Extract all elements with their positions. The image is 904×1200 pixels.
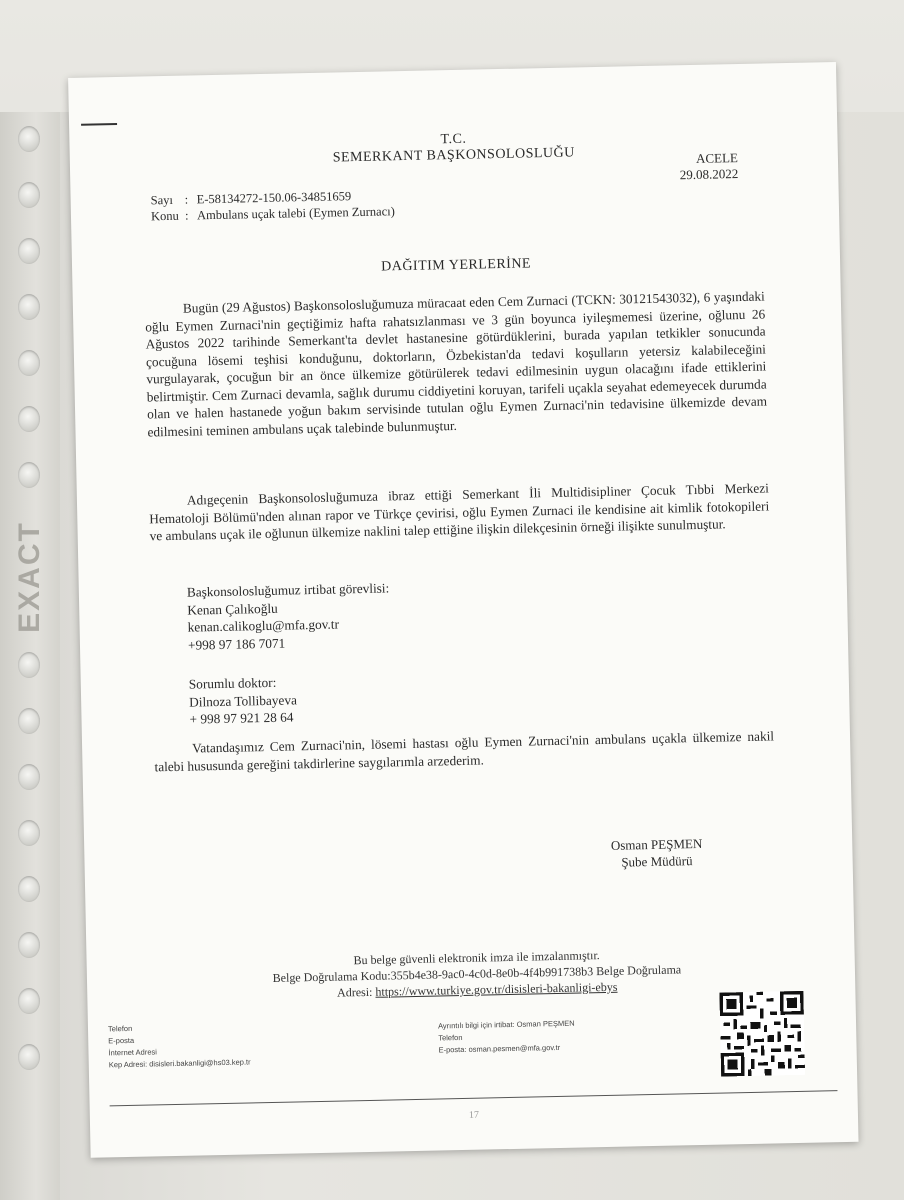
footer-mid-line: E-posta: osman.pesmen@mfa.gov.tr xyxy=(438,1042,561,1055)
binder-hole xyxy=(18,1044,40,1070)
signatory-name: Osman PEŞMEN xyxy=(610,835,703,853)
binder-strip xyxy=(0,112,60,1200)
qr-code-icon xyxy=(719,991,805,1077)
contact-doctor-label: Sorumlu doktor: xyxy=(188,674,277,692)
binder-hole xyxy=(18,764,40,790)
footer-left-line: Telefon xyxy=(107,1023,133,1034)
meta-key-sayi: Sayı xyxy=(150,192,174,208)
document-meta xyxy=(150,187,407,224)
paragraph-2: Adıgeçenin Başkonsolosluğumuza ibraz ettiği Semerkant İli Multidisipliner Çocuk Tıbbi Merkezi Hematoloji Bölümü'nden alınan rapor ve Türkçe çevirisi, oğlu Eymen Zurnaci ile kendisine ait kimlik fotokopileri ve ambulans uçak ile oğlunun ülkemize naklini talep ettiğine ilişkin dilekçesinin örneği ilişikte sunulmuştur. xyxy=(149,480,770,544)
binder-hole xyxy=(18,820,40,846)
urgency-block xyxy=(679,150,738,183)
meta-colon: : xyxy=(184,192,189,207)
footer-mid-line: Telefon xyxy=(438,1032,463,1043)
esign-line-1: Bu belge güvenli elektronik imza ile imzalanmıştır. xyxy=(353,948,600,968)
binder-hole xyxy=(18,238,40,264)
binder-hole xyxy=(18,350,40,376)
binder-hole xyxy=(18,932,40,958)
binder-hole xyxy=(18,988,40,1014)
footer-contact-mid xyxy=(438,1018,575,1057)
header-mark xyxy=(81,123,117,126)
binder-hole xyxy=(18,876,40,902)
meta-colon: : xyxy=(184,208,189,223)
sleeve-brand-logo: EXACT xyxy=(12,521,46,633)
contact-doctor-name: Dilnoza Tollibayeva xyxy=(189,691,298,710)
footer-left-line: E-posta xyxy=(108,1035,135,1046)
contact-doctor xyxy=(189,673,298,728)
esign-line-2: Belge Doğrulama Kodu:355b4e38-9ac0-4c0d-8e0b-4f4b991738b3 Belge Doğrulama xyxy=(272,962,682,985)
header-tc: T.C. xyxy=(440,131,467,148)
verification-link[interactable]: https://www.turkiye.gov.tr/disisleri-bakanligi-ebys xyxy=(375,979,618,999)
meta-value-konu: Ambulans uçak talebi (Eymen Zurnacı) xyxy=(196,204,395,223)
binder-hole xyxy=(18,652,40,678)
binder-hole xyxy=(18,708,40,734)
meta-key-konu: Konu xyxy=(150,208,179,224)
footer-mid-line: Ayrıntılı bilgi için irtibat: Osman PEŞMEN xyxy=(437,1018,575,1031)
distribution-title: DAĞITIM YERLERİNE xyxy=(381,256,532,275)
binder-hole xyxy=(18,126,40,152)
binder-hole xyxy=(18,406,40,432)
page-number: 17 xyxy=(468,1109,480,1121)
closing-paragraph: Vatandaşımız Cem Zurnaci'nin, lösemi hastası oğlu Eymen Zurnaci'nin ambulans uçakla ülkemize nakil talebi hususunda gereğini takdirlerine saygılarımla arzederim. xyxy=(154,728,775,774)
footer-contact-left xyxy=(108,1020,251,1071)
contact-liaison-label: Başkonsolosluğumuz irtibat görevlisi: xyxy=(186,580,390,600)
letter-page xyxy=(68,62,858,1158)
esign-address-prefix: Adresi: xyxy=(336,984,373,1000)
meta-value-sayi: E-58134272-150.06-34851659 xyxy=(196,189,352,207)
header-consulate: SEMERKANT BAŞKONSOLOSLUĞU xyxy=(332,145,575,166)
paragraph-1: Bugün (29 Ağustos) Başkonsolosluğumuza müracaat eden Cem Zurnaci (TCKN: 30121543032), 6 yaşındaki oğlu Eymen Zurnaci'nin geçtiğimiz hafta rahatsızlanması ve 3 gün boyunca iyileşmemesi üzerine, oğlunu 26 Ağustos 2022 tarihinde Semerkant'ta devlet hastanesine götürdüklerini, burada yapılan tetkikler sonucunda çocuğuna lösemi teşhisi konduğunu, doktorların, Özbekistan'da tedavi koşulların yetersiz kalabileceğini vurgulayarak, çocuğun bir an önce ülkemize götürülerek tedavi edilmesinin uygun olacağını ifade ettiklerini belirtmiştir. Cem Zurnaci devamla, sağlık durumu ciddiyetini koruyan, tarifeli uçakla seyahat edemeyecek durumda olan ve halen hastanede yoğun bakım servisinde tutulan oğlu Eymen Zurnaci'nin tedavisine ülkemizde devam edilmesini teminen ambulans uçak talebinde bulunmuştur. xyxy=(145,288,768,439)
contact-liaison xyxy=(187,579,391,653)
contact-liaison-email: kenan.calikoglu@mfa.gov.tr xyxy=(187,616,340,635)
binder-hole xyxy=(18,462,40,488)
contact-liaison-phone: +998 97 186 7071 xyxy=(187,635,286,653)
esignature-note xyxy=(166,943,787,1004)
contact-doctor-phone: + 998 97 921 28 64 xyxy=(189,709,294,727)
footer-left-line: Kep Adresi: disisleri.bakanligi@hs03.kep.tr xyxy=(108,1057,251,1070)
binder-hole xyxy=(18,182,40,208)
signatory-role: Şube Müdürü xyxy=(621,853,693,870)
urgency-label: ACELE xyxy=(695,150,739,166)
contact-liaison-name: Kenan Çalıkoğlu xyxy=(187,600,278,618)
signature-block xyxy=(611,835,703,871)
binder-hole xyxy=(18,294,40,320)
footer-left-line: İnternet Adresi xyxy=(108,1047,157,1058)
document-date: 29.08.2022 xyxy=(679,166,739,183)
